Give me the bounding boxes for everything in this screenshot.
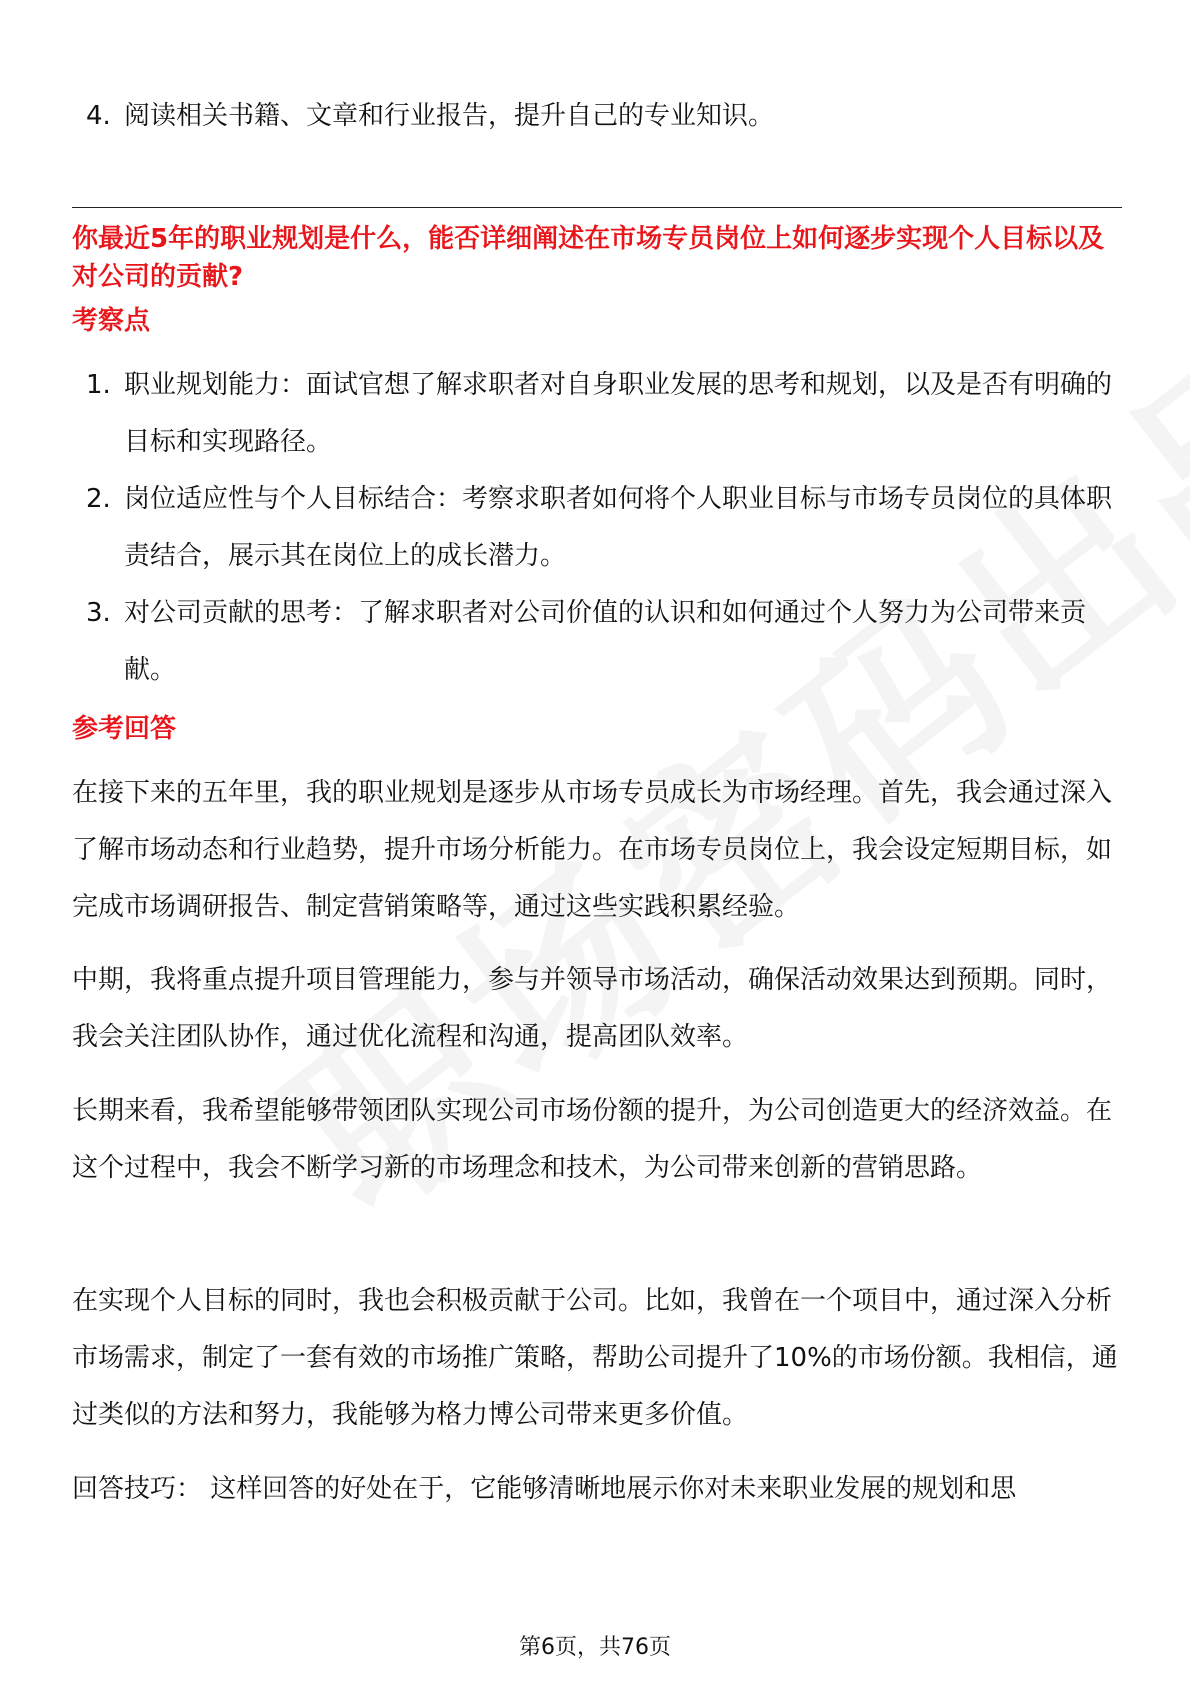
- answer-paragraph: 中期，我将重点提升项目管理能力，参与并领导市场活动，确保活动效果达到预期。同时，我会关注团队协作，通过优化流程和沟通，提高团队效率。: [72, 965, 1113, 1052]
- list-item-number: 2.: [86, 484, 111, 514]
- list-item-number: 4.: [86, 101, 111, 131]
- list-item: [72, 585, 1122, 699]
- top-list: [72, 88, 1122, 145]
- list-item-text: 岗位适应性与个人目标结合：考察求职者如何将个人职业目标与市场专员岗位的具体职责结合，展示其在岗位上的成长潜力。: [124, 484, 1113, 571]
- list-item: [72, 88, 1122, 145]
- list-item-text: 对公司贡献的思考：了解求职者对公司价值的认识和如何通过个人努力为公司带来贡献。: [124, 598, 1087, 685]
- page-footer: 第6页，共76页: [519, 1635, 671, 1660]
- answer-tip: 回答技巧： 这样回答的好处在于，它能够清晰地展示你对未来职业发展的规划和思: [72, 1474, 1017, 1504]
- exam-points-heading: 考察点: [72, 306, 151, 336]
- list-item-text: 职业规划能力：面试官想了解求职者对自身职业发展的思考和规划，以及是否有明确的目标和实现路径。: [124, 370, 1113, 457]
- answer-paragraph: 在实现个人目标的同时，我也会积极贡献于公司。比如，我曾在一个项目中，通过深入分析市场需求，制定了一套有效的市场推广策略，帮助公司提升了10%的市场份额。我相信，通过类似的方法和努力，我能够为格力博公司带来更多价值。: [72, 1286, 1118, 1430]
- question-title: 你最近5年的职业规划是什么，能否详细阐述在市场专员岗位上如何逐步实现个人目标以及对公司的贡献?: [72, 224, 1105, 292]
- exam-points-list: [72, 357, 1122, 699]
- list-item-number: 3.: [86, 598, 111, 628]
- answer-paragraph: 在接下来的五年里，我的职业规划是逐步从市场专员成长为市场经理。首先，我会通过深入了解市场动态和行业趋势，提升市场分析能力。在市场专员岗位上，我会设定短期目标，如完成市场调研报告、制定营销策略等，通过这些实践积累经验。: [72, 778, 1113, 922]
- answer-paragraph: 长期来看，我希望能够带领团队实现公司市场份额的提升，为公司创造更大的经济效益。在这个过程中，我会不断学习新的市场理念和技术，为公司带来创新的营销思路。: [72, 1096, 1113, 1183]
- list-item: [72, 471, 1122, 585]
- list-item-number: 1.: [86, 370, 111, 400]
- answer-heading: 参考回答: [72, 714, 177, 744]
- list-item: [72, 357, 1122, 471]
- section-divider: [72, 207, 1122, 208]
- list-item-text: 阅读相关书籍、文章和行业报告，提升自己的专业知识。: [124, 101, 775, 131]
